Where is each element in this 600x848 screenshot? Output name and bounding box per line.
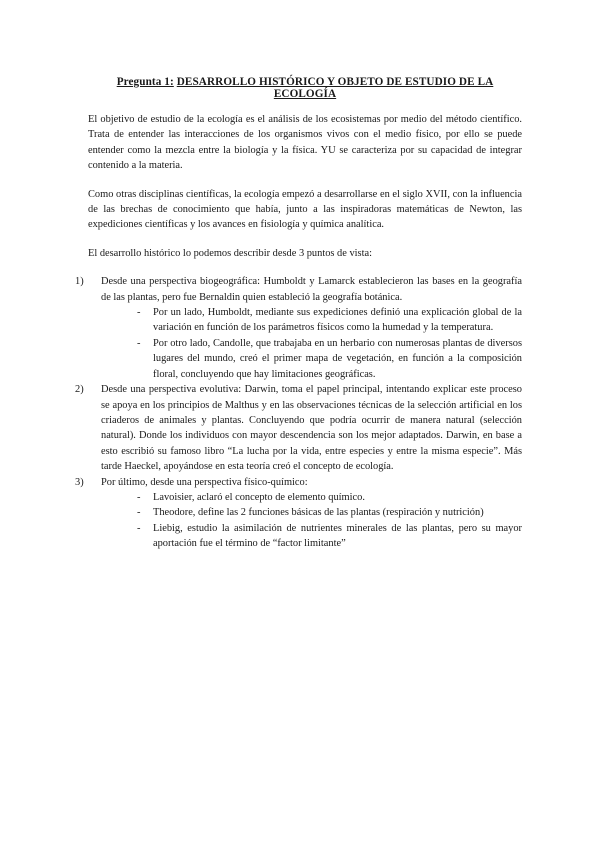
dash-bullet: - [137,522,141,534]
paragraph-history: Como otras disciplinas científicas, la ecología empezó a desarrollarse en el siglo XVII, con la influencia de las brechas de conocimiento que había, junto a las inspiradoras matemáticas de Newton, las expediciones científicas y los avances en fisiología y química analítica. [88,188,522,231]
viewpoint-evolutionary [75,382,522,474]
sub-item-text: Lavoisier, aclaró el concepto de elemento químico. [153,491,365,503]
question-label: Pregunta 1: [116,76,174,88]
dash-bullet: - [137,307,141,319]
viewpoint-physicochemical [75,475,522,552]
paragraph-intro-points: El desarrollo histórico lo podemos describir desde 3 puntos de vista: [88,247,372,259]
list-item-text: Desde una perspectiva evolutiva: Darwin, toma el papel principal, intentando explicar este proceso se apoya en los principios de Malthus y en las observaciones técnicas de la selección artificial en los criaderos de animales y plantas. Concluyendo que podría ocurrir de manera natural (selección natural). Donde los individuos con mayor descendencia son los mejor adaptados. Darwin, en base a esto escribió su famoso libro “La lucha por la vida, entre especies y entre la misma especie”. Más tarde Haeckel, apoyándose en esta teoría creó el concepto de ecología. [101,384,522,473]
sub-item [137,305,522,336]
dash-bullet: - [137,337,141,349]
viewpoint-biogeographic [75,274,522,382]
dash-bullet: - [137,491,141,503]
viewpoints-list [75,274,522,551]
sub-item [137,521,522,552]
question-title: DESARROLLO HISTÓRICO Y OBJETO DE ESTUDIO DE LA ECOLOGÍA [176,76,494,100]
list-item-text: Por último, desde una perspectiva físico-químico: [101,476,308,488]
sub-item [137,336,522,382]
list-item-text: Desde una perspectiva biogeográfica: Humboldt y Lamarck establecieron las bases en la geografía de las plantas, pero fue Bernaldin quien estableció la geografía botánica. [101,276,522,303]
sub-item-text: Theodore, define las 2 funciones básicas de las plantas (respiración y nutrición) [153,507,484,519]
page-title [88,76,522,100]
sub-item-text: Por un lado, Humboldt, mediante sus expediciones definió una explicación global de la variación en función de los parámetros físicos como la humedad y la temperatura. [153,307,522,334]
list-number: 1) [75,276,84,288]
paragraph-objective: El objetivo de estudio de la ecología es el análisis de los ecosistemas por medio del método científico. Trata de entender las interacciones de los organismos vivos con el medio físico, por ello se puede entender como la mezcla entre la biología y la física. YU se caracteriza por su capacidad de integrar contenido a la materia. [88,114,522,172]
sub-list [101,490,522,552]
sub-item [137,490,522,505]
sub-item [137,505,522,520]
list-number: 3) [75,476,84,488]
sub-list [101,305,522,382]
list-number: 2) [75,384,84,396]
sub-item-text: Liebig, estudio la asimilación de nutrientes minerales de las plantas, pero su mayor aportación fue el término de “factor limitante” [153,522,522,550]
sub-item-text: Por otro lado, Candolle, que trabajaba en un herbario con numerosas plantas de diversos lugares del mundo, creó el primer mapa de vegetación, en función a la composición floral, concluyendo que hay limitaciones geográficas. [153,337,522,380]
dash-bullet: - [137,507,141,519]
